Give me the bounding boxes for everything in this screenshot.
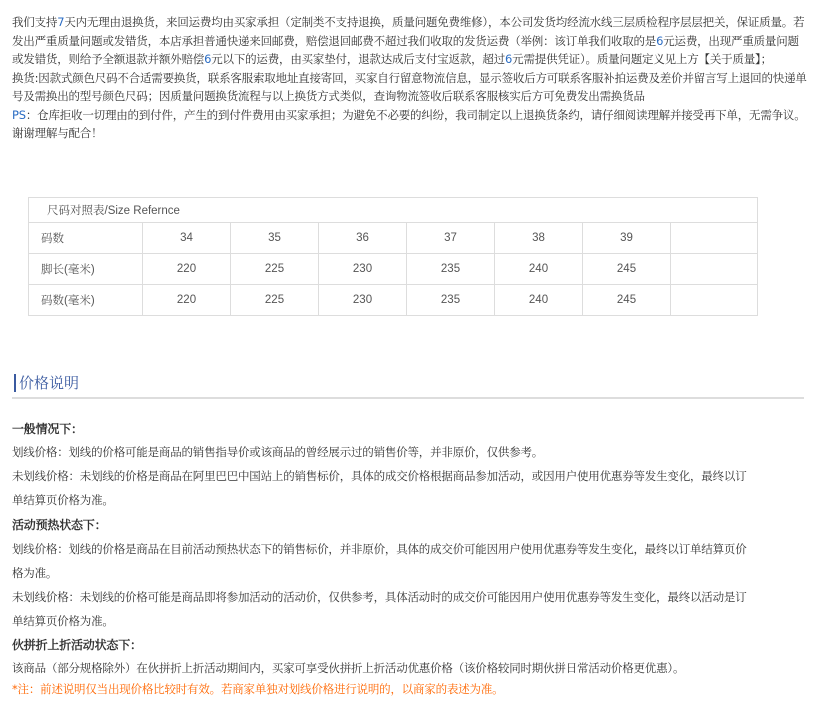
- price-line: 该商品（部分规格除外）在伙拼折上折活动期间内，买家可享受伙拼折上折活动优惠价格（该价格较同时期伙拼日常活动价格更优惠）。: [12, 661, 685, 675]
- subheading-preheat: 活动预热状态下：: [12, 518, 107, 532]
- policy-paragraph-1: 我们支持7天内无理由退换货，来回运费均由买家承担（定制类不支持退换，质量问题免费维修），本公司发货均经流水线三层质检程序层层把关，保证质量。若发出严重质量问题或发错货，本店承担普通快递来回邮费，赔偿退回邮费不超过我们收取的发货运费（举例：该订单我们收取的是6元运费，出现严重质量问题或发错货，则给予全额退款并额外赔偿6元以下的运费，由买家垫付，退款达成后支付宝返款，超过6元需提供凭证）。质量问题定义见上方【关于质量】；: [12, 15, 805, 66]
- price-line: 单结算页价格为准。: [12, 614, 114, 628]
- policy-paragraph-ps: PS：仓库拒收一切理由的到付件，产生的到付件费用由买家承担；为避免不必要的纠纷，我司制定以上退换货条约，请仔细阅读理解并接受再下单，无需争议。谢谢理解与配合！: [12, 107, 806, 140]
- price-line: 未划线价格：未划线的价格可能是商品即将参加活动的活动价，仅供参考，具体活动时的成交价可能因用户使用优惠券等发生变化，最终以活动是订: [12, 590, 747, 604]
- subheading-general: 一般情况下：: [12, 422, 83, 436]
- price-line: 单结算页价格为准。: [12, 493, 114, 507]
- table-row: 码数(毫米) 220 225 230 235 240 245: [29, 285, 758, 316]
- price-section-title: 价格说明: [14, 374, 79, 392]
- price-line: 划线价格：划线的价格是商品在目前活动预热状态下的销售标价，并非原价，具体的成交价可能因用户使用优惠券等发生变化，最终以订单结算页价: [12, 542, 747, 556]
- price-line: 未划线价格：未划线的价格是商品在阿里巴巴中国站上的销售标价，具体的成交价格根据商品参加活动，或因用户使用优惠券等发生变化，最终以订: [12, 469, 747, 483]
- table-row: 脚长(毫米) 220 225 230 235 240 245: [29, 254, 758, 285]
- size-table-caption: 尺码对照表/Size Refernce: [29, 198, 758, 223]
- table-row: 码数 34 35 36 37 38 39: [29, 223, 758, 254]
- price-note: *注：前述说明仅当出现价格比较时有效。若商家单独对划线价格进行说明的，以商家的表述为准。: [12, 682, 504, 696]
- price-line: 格为准。: [12, 566, 58, 580]
- return-policy: [12, 13, 808, 143]
- subheading-group-buy: 伙拼折上折活动状态下：: [12, 638, 142, 652]
- size-table: [28, 197, 758, 316]
- divider: [12, 397, 804, 399]
- policy-paragraph-exchange: 换货:因款式颜色尺码不合适需要换货，联系客服索取地址直接寄回，买家自行留意物流信息，显示签收后方可联系客服补拍运费及差价并留言写上退回的快递单号及需换出的型号颜色尺码；因质量问题换货流程与以上换货方式类似，查询物流签收后联系客服核实后方可免费发出需换货品: [12, 70, 807, 103]
- price-line: 划线价格：划线的价格可能是商品的销售指导价或该商品的曾经展示过的销售价等，并非原价，仅供参考。: [12, 445, 544, 459]
